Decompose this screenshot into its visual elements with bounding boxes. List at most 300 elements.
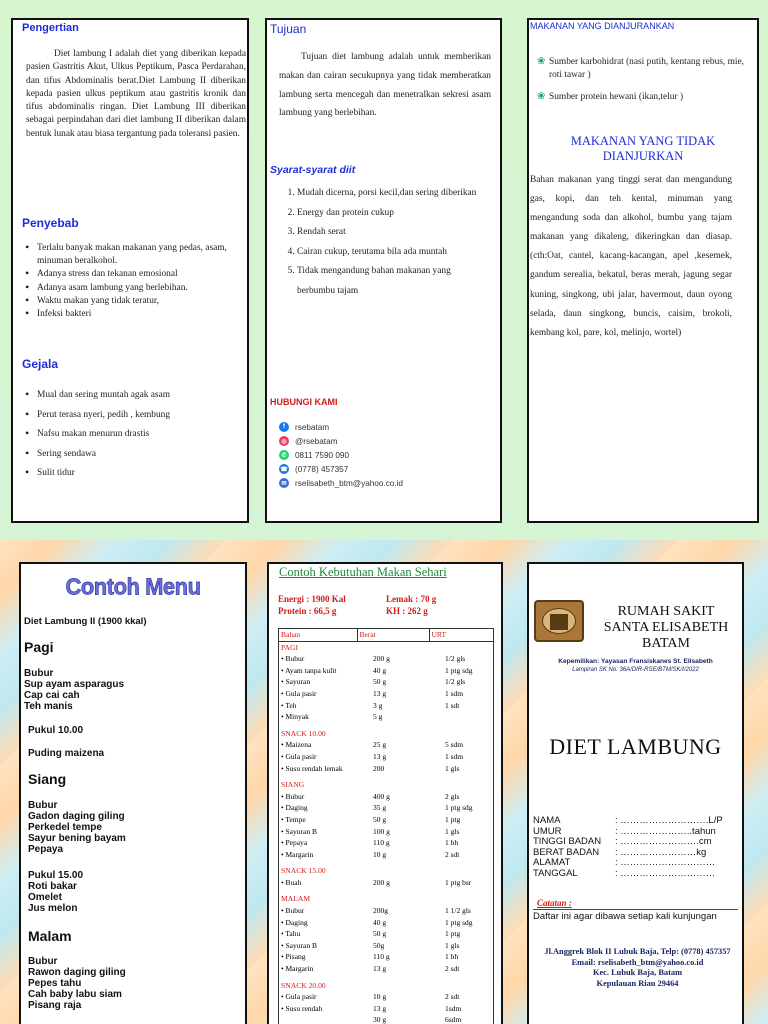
penyebab-item: • Infeksi bakteri — [23, 308, 243, 321]
cell-text: 3 g — [373, 700, 383, 710]
table-cell — [357, 826, 429, 838]
section-row — [279, 774, 493, 791]
penyebab-heading: Penyebab — [22, 216, 79, 230]
anjuran-text: Sumber karbohidrat (nasi putih, kentang rebus, mie, roti tawar ) — [549, 57, 745, 80]
bullet-glyph: • — [281, 791, 286, 801]
patient-field-row — [533, 858, 743, 869]
cell-text: Margarin — [285, 964, 314, 974]
cell-text: 13 g — [373, 1003, 387, 1013]
hospital-name-line: BATAM — [642, 636, 690, 651]
table-cell — [429, 802, 493, 814]
menu-item: Pukul 15.00 — [28, 870, 84, 881]
table-row — [279, 711, 493, 723]
cell-text: 1 ptg — [445, 929, 461, 939]
anjuran-item — [537, 91, 752, 104]
table-cell — [429, 951, 493, 963]
table-cell — [279, 905, 357, 917]
patient-field-row — [533, 869, 743, 880]
cell-text: 2 gls — [445, 791, 460, 801]
menu-item: Bubur — [24, 668, 54, 679]
table-cell — [279, 814, 357, 826]
bullet-glyph: • — [281, 849, 286, 859]
cell-text: 1/2 gls — [445, 677, 466, 687]
table-row — [279, 928, 493, 940]
cell-text: 50 g — [373, 677, 387, 687]
table-cell — [357, 877, 429, 889]
daftar-note: Daftar ini agar dibawa setiap kali kunjungan — [533, 909, 738, 922]
bullet-glyph: • — [281, 964, 286, 974]
protein-value: Protein : 66,5 g — [278, 606, 337, 616]
table-row — [279, 991, 493, 1003]
table-cell — [279, 928, 357, 940]
table-cell — [429, 665, 493, 677]
contact-row[interactable] — [279, 476, 499, 490]
table-row — [279, 1003, 493, 1015]
cell-text: 10 g — [373, 849, 387, 859]
penyebab-item: • Terlalu banyak makan makanan yang pedas, asam, minuman beralkohol. — [23, 242, 243, 268]
table-cell — [279, 1014, 357, 1024]
table-row — [279, 905, 493, 917]
pagi-menu-list — [24, 668, 124, 712]
syarat-item: 2. Energy dan protein cukup — [297, 204, 489, 224]
table-cell — [279, 963, 357, 975]
table-row — [279, 837, 493, 849]
cell-text: 110 g — [373, 838, 390, 848]
pengertian-text: Diet lambung I adalah diet yang diberikan kepada pasien Gastritis Akut, Ulkus Peptikum, Pasca Perdarahan, dan tifus Abdominalis berat.Diet Lambung II diberikan kepada pasien ulkus peptikum atau gastritis kronik dan tifus abdominalis ringan. Diet Lambung III diberikan sebagai perpindahan dari diet lambung II diberikan dalam bentuk lunak atau biasa tergantung pada toleransi pasien. — [26, 49, 246, 139]
table-cell — [429, 739, 493, 751]
table-cell — [429, 814, 493, 826]
table-cell — [357, 837, 429, 849]
bullet-glyph: • — [281, 677, 286, 687]
table-cell — [429, 963, 493, 975]
bullet-glyph: • — [281, 688, 286, 698]
contact-list — [279, 420, 499, 490]
table-cell — [429, 653, 493, 665]
section-name: SNACK 15.00 — [281, 866, 326, 876]
siang-heading: Siang — [28, 771, 67, 787]
cell-text: Minyak — [285, 712, 309, 722]
section-name: SIANG — [281, 780, 305, 790]
cell-text: Bubur — [285, 654, 305, 664]
table-cell — [357, 928, 429, 940]
table-cell — [429, 905, 493, 917]
panel-tujuan — [265, 18, 502, 523]
table-cell — [357, 665, 429, 677]
cell-text: 1 gls — [445, 940, 460, 950]
bullet-glyph: • — [281, 740, 286, 750]
table-cell — [357, 802, 429, 814]
cell-text: Susu rendah — [285, 1003, 323, 1013]
cell-text: 6sdm — [445, 1015, 462, 1024]
blank-cell — [429, 975, 493, 992]
bahan-table — [279, 629, 493, 1024]
table-header-cell: Berat — [357, 629, 429, 641]
leaf-bullet-icon: ❀ — [537, 56, 546, 67]
cell-text: Susu rendah lemak — [285, 763, 343, 773]
section-name: SNACK 10.00 — [281, 728, 326, 738]
gejala-item: • Sulit tidur — [23, 464, 243, 484]
energi-value: Energi : 1900 Kal — [278, 594, 346, 604]
table-row — [279, 665, 493, 677]
section-row — [279, 641, 493, 653]
cell-text: 1 ptg sdg — [445, 665, 473, 675]
cell-text: Buah — [285, 877, 302, 887]
hospital-name-line: SANTA ELISABETH — [603, 620, 729, 635]
table-row — [279, 688, 493, 700]
lemak-value: Lemak : 70 g — [386, 594, 437, 604]
table-cell — [357, 763, 429, 775]
pukul-15-menu-list — [28, 870, 83, 914]
section-name: SNACK 20.00 — [281, 980, 326, 990]
cell-text: Margarin — [285, 849, 314, 859]
cell-text: 1 sdm — [445, 751, 464, 761]
siang-menu-list — [28, 800, 126, 855]
patient-field-row — [533, 837, 743, 848]
address-line: Kec. Lubuk Baja, Batam — [592, 968, 683, 977]
section-name: PAGI — [281, 642, 299, 652]
field-value: : ……………………….L/P — [615, 815, 723, 826]
email-icon: ✉ — [279, 478, 289, 488]
table-cell — [429, 700, 493, 712]
bullet-glyph: • — [281, 877, 286, 887]
patient-fields — [533, 816, 743, 879]
cell-text: 10 g — [373, 992, 387, 1002]
table-cell — [279, 676, 357, 688]
menu-item: Gadon daging giling — [28, 811, 125, 822]
table-cell — [429, 849, 493, 861]
contact-row[interactable] — [279, 448, 499, 462]
penyebab-item: • Adanya asam lambung yang berlebihan. — [23, 282, 243, 295]
cell-text: Bubur — [285, 906, 305, 916]
blank-cell — [357, 860, 429, 877]
table-cell — [279, 700, 357, 712]
menu-item: Cah baby labu siam — [28, 989, 122, 1000]
menu-item: Pisang raja — [28, 1000, 82, 1011]
table-header-cell: URT — [429, 629, 493, 641]
tujuan-text: Tujuan diet lambung adalah untuk memberikan makan dan cairan secukupnya yang tidak memberatkan lambung serta mencegah dan menetralkan sekresi asam lambung yang berlebihan. — [279, 52, 491, 119]
table-cell — [429, 940, 493, 952]
cell-text: Daging — [285, 917, 308, 927]
cell-text: Gula pasir — [285, 688, 317, 698]
facebook-icon: f — [279, 422, 289, 432]
table-row — [279, 791, 493, 803]
bullet-glyph: • — [281, 712, 286, 722]
address-line: Kepulauan Riau 29464 — [596, 978, 679, 988]
section-name: MALAM — [281, 894, 311, 904]
bullet-glyph: • — [281, 906, 286, 916]
cell-text: 1 gls — [445, 826, 460, 836]
penyebab-list — [23, 242, 243, 321]
table-header-cell: Bahan — [279, 629, 357, 641]
table-cell — [429, 1003, 493, 1015]
contact-text: @rsebatam — [295, 436, 338, 446]
table-cell — [357, 814, 429, 826]
table-cell — [357, 676, 429, 688]
address-line: Email: rselisabeth_btm@yahoo.co.id — [571, 957, 704, 967]
panel-cover — [527, 562, 744, 1024]
table-cell — [429, 791, 493, 803]
field-label: UMUR — [533, 825, 562, 837]
bullet-glyph: • — [281, 654, 286, 664]
cell-text: 200 g — [373, 877, 390, 887]
table-cell — [279, 763, 357, 775]
hubungi-heading: HUBUNGI KAMI — [270, 397, 338, 407]
hospital-name-line: RUMAH SAKIT — [617, 604, 715, 619]
lampiran-text: Lampiran SK No: 36A/DIR-RSE/BTM/SK/I/2022 — [572, 667, 699, 673]
table-cell — [357, 917, 429, 929]
contoh-menu-title: Contoh Menu — [65, 573, 201, 600]
menu-item: Sup ayam asparagus — [24, 679, 125, 690]
syarat-item: 1. Mudah dicerna, porsi kecil,dan sering diberikan — [297, 184, 489, 204]
table-cell — [279, 751, 357, 763]
cell-text: 13 g — [373, 688, 387, 698]
bullet-glyph: • — [281, 1003, 286, 1013]
table-cell — [429, 1014, 493, 1024]
table-row — [279, 1014, 493, 1024]
table-cell — [357, 1014, 429, 1024]
section-row — [279, 888, 493, 905]
puding-label: Puding maizena — [28, 748, 105, 759]
cell-text: 50g — [373, 940, 385, 950]
bullet-glyph: • — [281, 929, 286, 939]
patient-field-row — [533, 816, 743, 827]
cell-text: 1 ptg sdg — [445, 803, 473, 813]
blank-cell — [429, 774, 493, 791]
cell-text: 1 1/2 gls — [445, 906, 471, 916]
anjuran-heading: MAKANAN YANG DIANJURANKAN — [530, 21, 675, 31]
cell-text: 5 g — [373, 712, 383, 722]
table-cell — [357, 700, 429, 712]
gejala-item: • Perut terasa nyeri, pedih , kembung — [23, 406, 243, 426]
syarat-item: 4. Cairan cukup, terutama bila ada muntah — [297, 243, 489, 263]
gejala-item: • Mual dan sering muntah agak asam — [23, 386, 243, 406]
table-cell — [357, 653, 429, 665]
bullet-glyph: • — [281, 814, 286, 824]
table-header-row — [279, 629, 493, 641]
table-cell — [429, 928, 493, 940]
contact-text: (0778) 457357 — [295, 464, 349, 474]
syarat-list — [267, 184, 489, 301]
table-cell — [279, 826, 357, 838]
table-row — [279, 940, 493, 952]
anjuran-item — [537, 56, 752, 81]
cell-text: 400 g — [373, 791, 390, 801]
field-label: BERAT BADAN — [533, 846, 600, 858]
cell-text: Gula pasir — [285, 751, 317, 761]
table-row — [279, 951, 493, 963]
menu-item: Teh manis — [24, 701, 73, 712]
field-value: : …………………..tahun — [615, 825, 716, 837]
field-label: TINGGI BADAN — [533, 836, 602, 847]
malam-heading: Malam — [28, 928, 72, 944]
cell-text: 50 g — [373, 929, 387, 939]
contact-text: rselisabeth_btm@yahoo.co.id — [295, 478, 403, 488]
contact-row[interactable] — [279, 420, 499, 434]
menu-item: Sayur bening bayam — [28, 833, 126, 844]
menu-item: Rawon daging giling — [28, 967, 126, 978]
gejala-list — [23, 386, 243, 484]
field-value: : …………………….cm — [615, 836, 712, 847]
cell-text: 100 g — [373, 826, 390, 836]
section-row — [279, 975, 493, 992]
blank-cell — [429, 723, 493, 740]
field-value: : ………………………… — [615, 857, 716, 868]
panel-kebutuhan — [267, 562, 503, 1024]
table-row — [279, 739, 493, 751]
menu-item: Pepaya — [28, 844, 64, 855]
cell-text: 200g — [373, 906, 388, 916]
anjuran-text: Sumber protein hewani (ikan,telur ) — [549, 92, 684, 102]
menu-item: Bubur — [28, 800, 58, 811]
bahan-table-wrap — [278, 628, 494, 1024]
panel-anjuran — [527, 18, 759, 523]
tidak-dianjurkan-text: Bahan makanan yang tinggi serat dan mengandung gas, kopi, dan teh kental, minuman yang mengandung soda dan alkohol, bumbu yang tajam makanan yang dikaleng, dikeringkan dan diasap.(cth:Oat, cantel, kacang-kacangan, apel ,kesemek, gandum serealia, bekatul, beras merah, jagung segar kuning, singkong, ubi jalar, havermout, daun oyong selada, daun singkong, buncis, caisim, brokoli, kembang kol, pare, kol, melinjo, wortel) — [530, 175, 732, 338]
cell-text: 200 g — [373, 654, 390, 664]
bullet-glyph: • — [281, 917, 286, 927]
cell-text: 1 ptg sdg — [445, 917, 473, 927]
blank-cell — [357, 774, 429, 791]
table-row — [279, 917, 493, 929]
bullet-glyph: • — [281, 992, 286, 1002]
table-cell — [357, 711, 429, 723]
pengertian-heading: Pengertian — [22, 22, 79, 34]
cell-text: 110 g — [373, 952, 390, 962]
cell-text: Gula pasir — [285, 992, 317, 1002]
gejala-heading: Gejala — [22, 357, 59, 371]
cell-text: 1 bh — [445, 952, 459, 962]
bullet-glyph: • — [281, 803, 286, 813]
tujuan-heading: Tujuan — [270, 22, 307, 36]
menu-item: Perkedel tempe — [28, 822, 102, 833]
bullet-glyph: • — [281, 700, 286, 710]
table-cell — [279, 940, 357, 952]
menu-item: Bubur — [28, 956, 58, 967]
table-cell — [279, 791, 357, 803]
gejala-item: • Nafsu makan menurun drastis — [23, 425, 243, 445]
hospital-name — [589, 604, 743, 652]
cell-text: 2 sdt — [445, 964, 460, 974]
gejala-item: • Sering sendawa — [23, 445, 243, 465]
cell-text: Tempe — [285, 814, 306, 824]
table-cell — [279, 653, 357, 665]
contact-row[interactable] — [279, 434, 499, 448]
table-cell — [357, 739, 429, 751]
table-cell — [429, 991, 493, 1003]
menu-item: Omelet — [28, 892, 62, 903]
cell-text: 40 g — [373, 917, 387, 927]
cell-text: 1 bh — [445, 838, 459, 848]
table-row — [279, 700, 493, 712]
cell-text: Tahu — [285, 929, 301, 939]
table-cell — [357, 951, 429, 963]
diet-lambung-title: DIET LAMBUNG — [549, 734, 722, 759]
table-cell — [279, 849, 357, 861]
syarat-item: 3. Rendah serat — [297, 223, 489, 243]
menu-item: Jus melon — [28, 903, 78, 914]
bullet-glyph: • — [281, 838, 286, 848]
bullet-glyph: • — [281, 826, 286, 836]
leaf-bullet-icon: ❀ — [537, 91, 546, 102]
panel-pengertian — [11, 18, 249, 523]
blank-cell — [429, 888, 493, 905]
cell-text: Pepaya — [285, 838, 308, 848]
cell-text: 1sdm — [445, 1003, 462, 1013]
table-row — [279, 849, 493, 861]
table-row — [279, 826, 493, 838]
table-cell — [357, 1003, 429, 1015]
penyebab-item: • Adanya stress dan tekanan emosional — [23, 268, 243, 281]
anjuran-list — [537, 56, 752, 114]
hospital-logo — [534, 600, 584, 642]
menu-item: Roti bakar — [28, 881, 77, 892]
table-cell — [279, 1003, 357, 1015]
tidak-dianjurkan-heading: MAKANAN YANG TIDAK DIANJURKAN — [570, 134, 716, 163]
table-row — [279, 763, 493, 775]
table-cell — [429, 877, 493, 889]
table-cell — [357, 791, 429, 803]
menu-item: Cap cai cah — [24, 690, 80, 701]
bullet-glyph: • — [281, 940, 286, 950]
phone-icon: ☎ — [279, 464, 289, 474]
menu-item: Pepes tahu — [28, 978, 82, 989]
cell-text: Teh — [285, 700, 297, 710]
blank-cell — [357, 723, 429, 740]
table-cell — [279, 877, 357, 889]
table-row — [279, 676, 493, 688]
section-row — [279, 860, 493, 877]
cell-text: Pisang — [285, 952, 306, 962]
cell-text: 25 g — [373, 740, 387, 750]
field-value: : ……………………kg — [615, 846, 707, 858]
menu-subtitle: Diet Lambung II (1900 kkal) — [24, 616, 147, 627]
table-cell — [279, 951, 357, 963]
cell-text: Daging — [285, 803, 308, 813]
table-cell — [357, 849, 429, 861]
table-cell — [429, 917, 493, 929]
table-cell — [429, 751, 493, 763]
malam-menu-list — [28, 956, 126, 1011]
table-cell — [357, 963, 429, 975]
table-cell — [357, 751, 429, 763]
table-cell — [429, 711, 493, 723]
cell-text: Sayuran B — [285, 826, 317, 836]
table-cell — [279, 739, 357, 751]
bullet-glyph: • — [281, 751, 286, 761]
kebutuhan-title: Contoh Kebutuhan Makan Sehari — [279, 565, 447, 579]
catatan-label: Catatan : — [537, 898, 572, 908]
syarat-heading: Syarat-syarat diit — [270, 164, 356, 176]
cell-text: Bubur — [285, 791, 305, 801]
syarat-item: 5. Tidak mengandung bahan makanan yang berbumbu tajam — [297, 262, 489, 301]
contact-row[interactable] — [279, 462, 499, 476]
field-label: TANGGAL — [533, 867, 578, 879]
blank-cell — [429, 641, 493, 653]
cell-text: Ayam tanpa kulit — [285, 665, 337, 675]
table-cell — [279, 665, 357, 677]
table-row — [279, 802, 493, 814]
blank-cell — [429, 860, 493, 877]
bullet-glyph: • — [281, 952, 286, 962]
cell-text: 1 sdt — [445, 700, 460, 710]
table-row — [279, 877, 493, 889]
cell-text: 40 g — [373, 665, 387, 675]
kepemilikan-text: Kepemilikan: Yayasan Fransiskanes St. Elisabeth — [558, 658, 713, 665]
table-row — [279, 653, 493, 665]
cell-text: Sayuran B — [285, 940, 317, 950]
blank-cell — [357, 888, 429, 905]
table-cell — [357, 991, 429, 1003]
kh-value: KH : 262 g — [386, 606, 428, 616]
